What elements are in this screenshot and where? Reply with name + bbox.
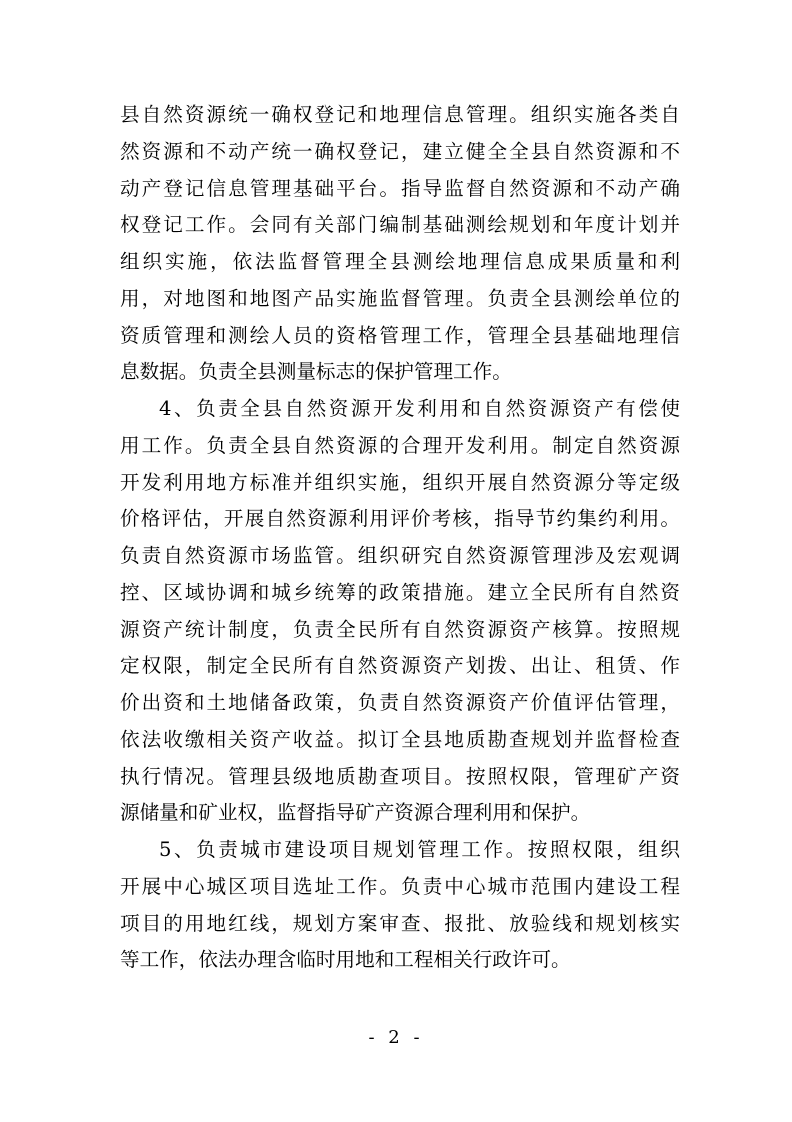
page-number: - 2 - (368, 1027, 424, 1048)
text-line: 用工作。负责全县自然资源的合理开发利用。制定自然资源 (120, 433, 680, 457)
text-line: 权登记工作。会同有关部门编制基础测绘规划和年度计划并 (120, 213, 680, 237)
text-line: 控、区域协调和城乡统筹的政策措施。建立全民所有自然资 (120, 580, 680, 604)
text-line: 负责自然资源市场监管。组织研究自然资源管理涉及宏观调 (120, 544, 680, 567)
text-line: 定权限，制定全民所有自然资源资产划拨、出让、租赁、作 (120, 654, 680, 678)
text-line: 组织实施，依法监督管理全县测绘地理信息成果质量和利 (120, 250, 680, 273)
text-line: 息数据。负责全县测量标志的保护管理工作。 (120, 360, 512, 384)
text-line: 源储量和矿业权，监督指导矿产资源合理利用和保护。 (120, 801, 591, 825)
text-line: 用，对地图和地图产品实施监督管理。负责全县测绘单位的 (120, 286, 680, 310)
text-line: 源资产统计制度，负责全民所有自然资源资产核算。按照规 (120, 617, 680, 641)
paragraph-5-first-line: 5、负责城市建设项目规划管理工作。按照权限，组织 (159, 838, 680, 861)
paragraph-4-first-line: 4、负责全县自然资源开发利用和自然资源资产有偿使 (159, 397, 680, 420)
text-line: 等工作，依法办理含临时用地和工程相关行政许可。 (120, 948, 571, 972)
text-line: 动产登记信息管理基础平台。指导监督自然资源和不动产确 (120, 176, 680, 200)
text-line: 资质管理和测绘人员的资格管理工作，管理全县基础地理信 (120, 323, 680, 347)
body-text (120, 97, 680, 979)
text-line: 然资源和不动产统一确权登记，建立健全全县自然资源和不 (120, 139, 680, 163)
text-line: 县自然资源统一确权登记和地理信息管理。组织实施各类自 (120, 103, 680, 126)
text-line: 价格评估，开展自然资源利用评价考核，指导节约集约利用。 (120, 507, 680, 531)
text-line: 价出资和土地储备政策，负责自然资源资产价值评估管理， (120, 691, 680, 714)
text-line: 开发利用地方标准并组织实施，组织开展自然资源分等定级 (120, 470, 680, 494)
text-line: 开展中心城区项目选址工作。负责中心城市范围内建设工程 (120, 874, 680, 898)
text-line: 依法收缴相关资产收益。拟订全县地质勘查规划并监督检查 (120, 727, 680, 751)
text-line: 项目的用地红线，规划方案审查、报批、放验线和规划核实 (120, 911, 680, 935)
text-line: 执行情况。管理县级地质勘查项目。按照权限，管理矿产资 (120, 764, 680, 788)
